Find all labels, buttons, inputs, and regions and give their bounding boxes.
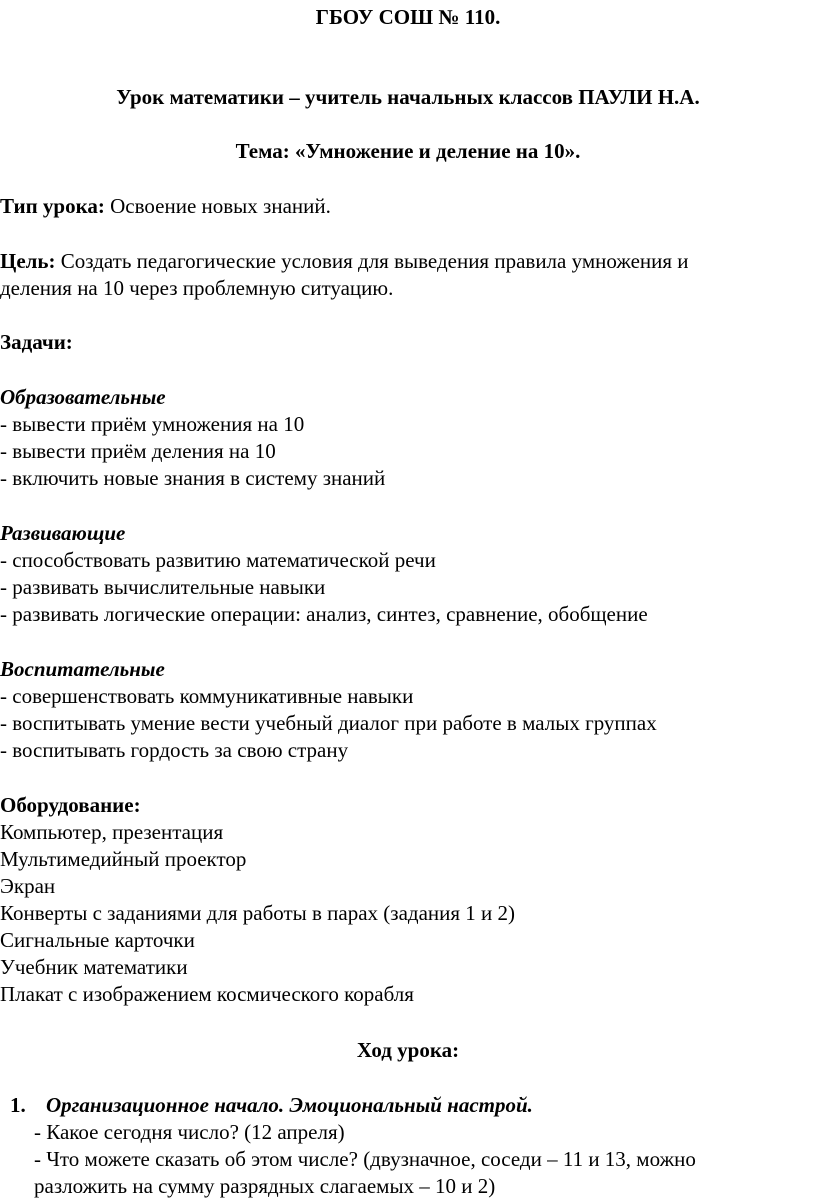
list-item: - включить новые знания в систему знаний [0,466,386,490]
list-item: - развивать логические операции: анализ, синтез, сравнение, обобщение [0,602,648,626]
equipment-heading: Оборудование: [0,793,141,817]
tasks-heading: Задачи: [0,330,73,354]
list-item: Учебник математики [0,955,188,979]
list-item: Компьютер, презентация [0,820,224,844]
list-item: - развивать вычислительные навыки [0,575,326,599]
topic-title: Тема: «Умножение и деление на 10». [235,139,581,163]
list-item: - вывести приём умножения на 10 [0,412,305,436]
lesson-title: Урок математики – учитель начальных классов ПАУЛИ Н.А. [116,85,700,109]
procedure-heading: Ход урока: [356,1038,460,1062]
step-1-line: - Какое сегодня число? (12 апреля) [34,1120,345,1144]
upbringing-heading: Воспитательные [0,657,165,681]
list-item: Конверты с заданиями для работы в парах (задания 1 и 2) [0,901,516,925]
list-item: Сигнальные карточки [0,928,195,952]
list-item: - совершенствовать коммуникативные навыки [0,684,414,708]
list-item: Мультимедийный проектор [0,847,247,871]
list-item: - воспитывать гордость за свою страну [0,738,349,762]
list-item: - воспитывать умение вести учебный диалог при работе в малых группах [0,711,657,735]
step-1-title: 1. Организационное начало. Эмоциональный настрой. [10,1093,533,1117]
educational-heading: Образовательные [0,385,166,409]
goal-line-2: деления на 10 через проблемную ситуацию. [0,276,394,300]
school-title: ГБОУ СОШ № 110. [315,5,501,29]
list-item: Плакат с изображением космического корабля [0,982,414,1006]
list-item: Экран [0,874,56,898]
list-item: - способствовать развитию математической речи [0,548,436,572]
step-1-line: - Что можете сказать об этом числе? (двузначное, соседи – 11 и 13, можно [34,1147,696,1171]
developing-heading: Развивающие [0,521,126,545]
goal-line-1: Цель: Создать педагогические условия для выведения правила умножения и [0,249,689,273]
list-item: - вывести приём деления на 10 [0,439,276,463]
lesson-type: Тип урока: Освоение новых знаний. [0,194,331,218]
step-1-line: разложить на сумму разрядных слагаемых – 10 и 2) [34,1174,496,1198]
